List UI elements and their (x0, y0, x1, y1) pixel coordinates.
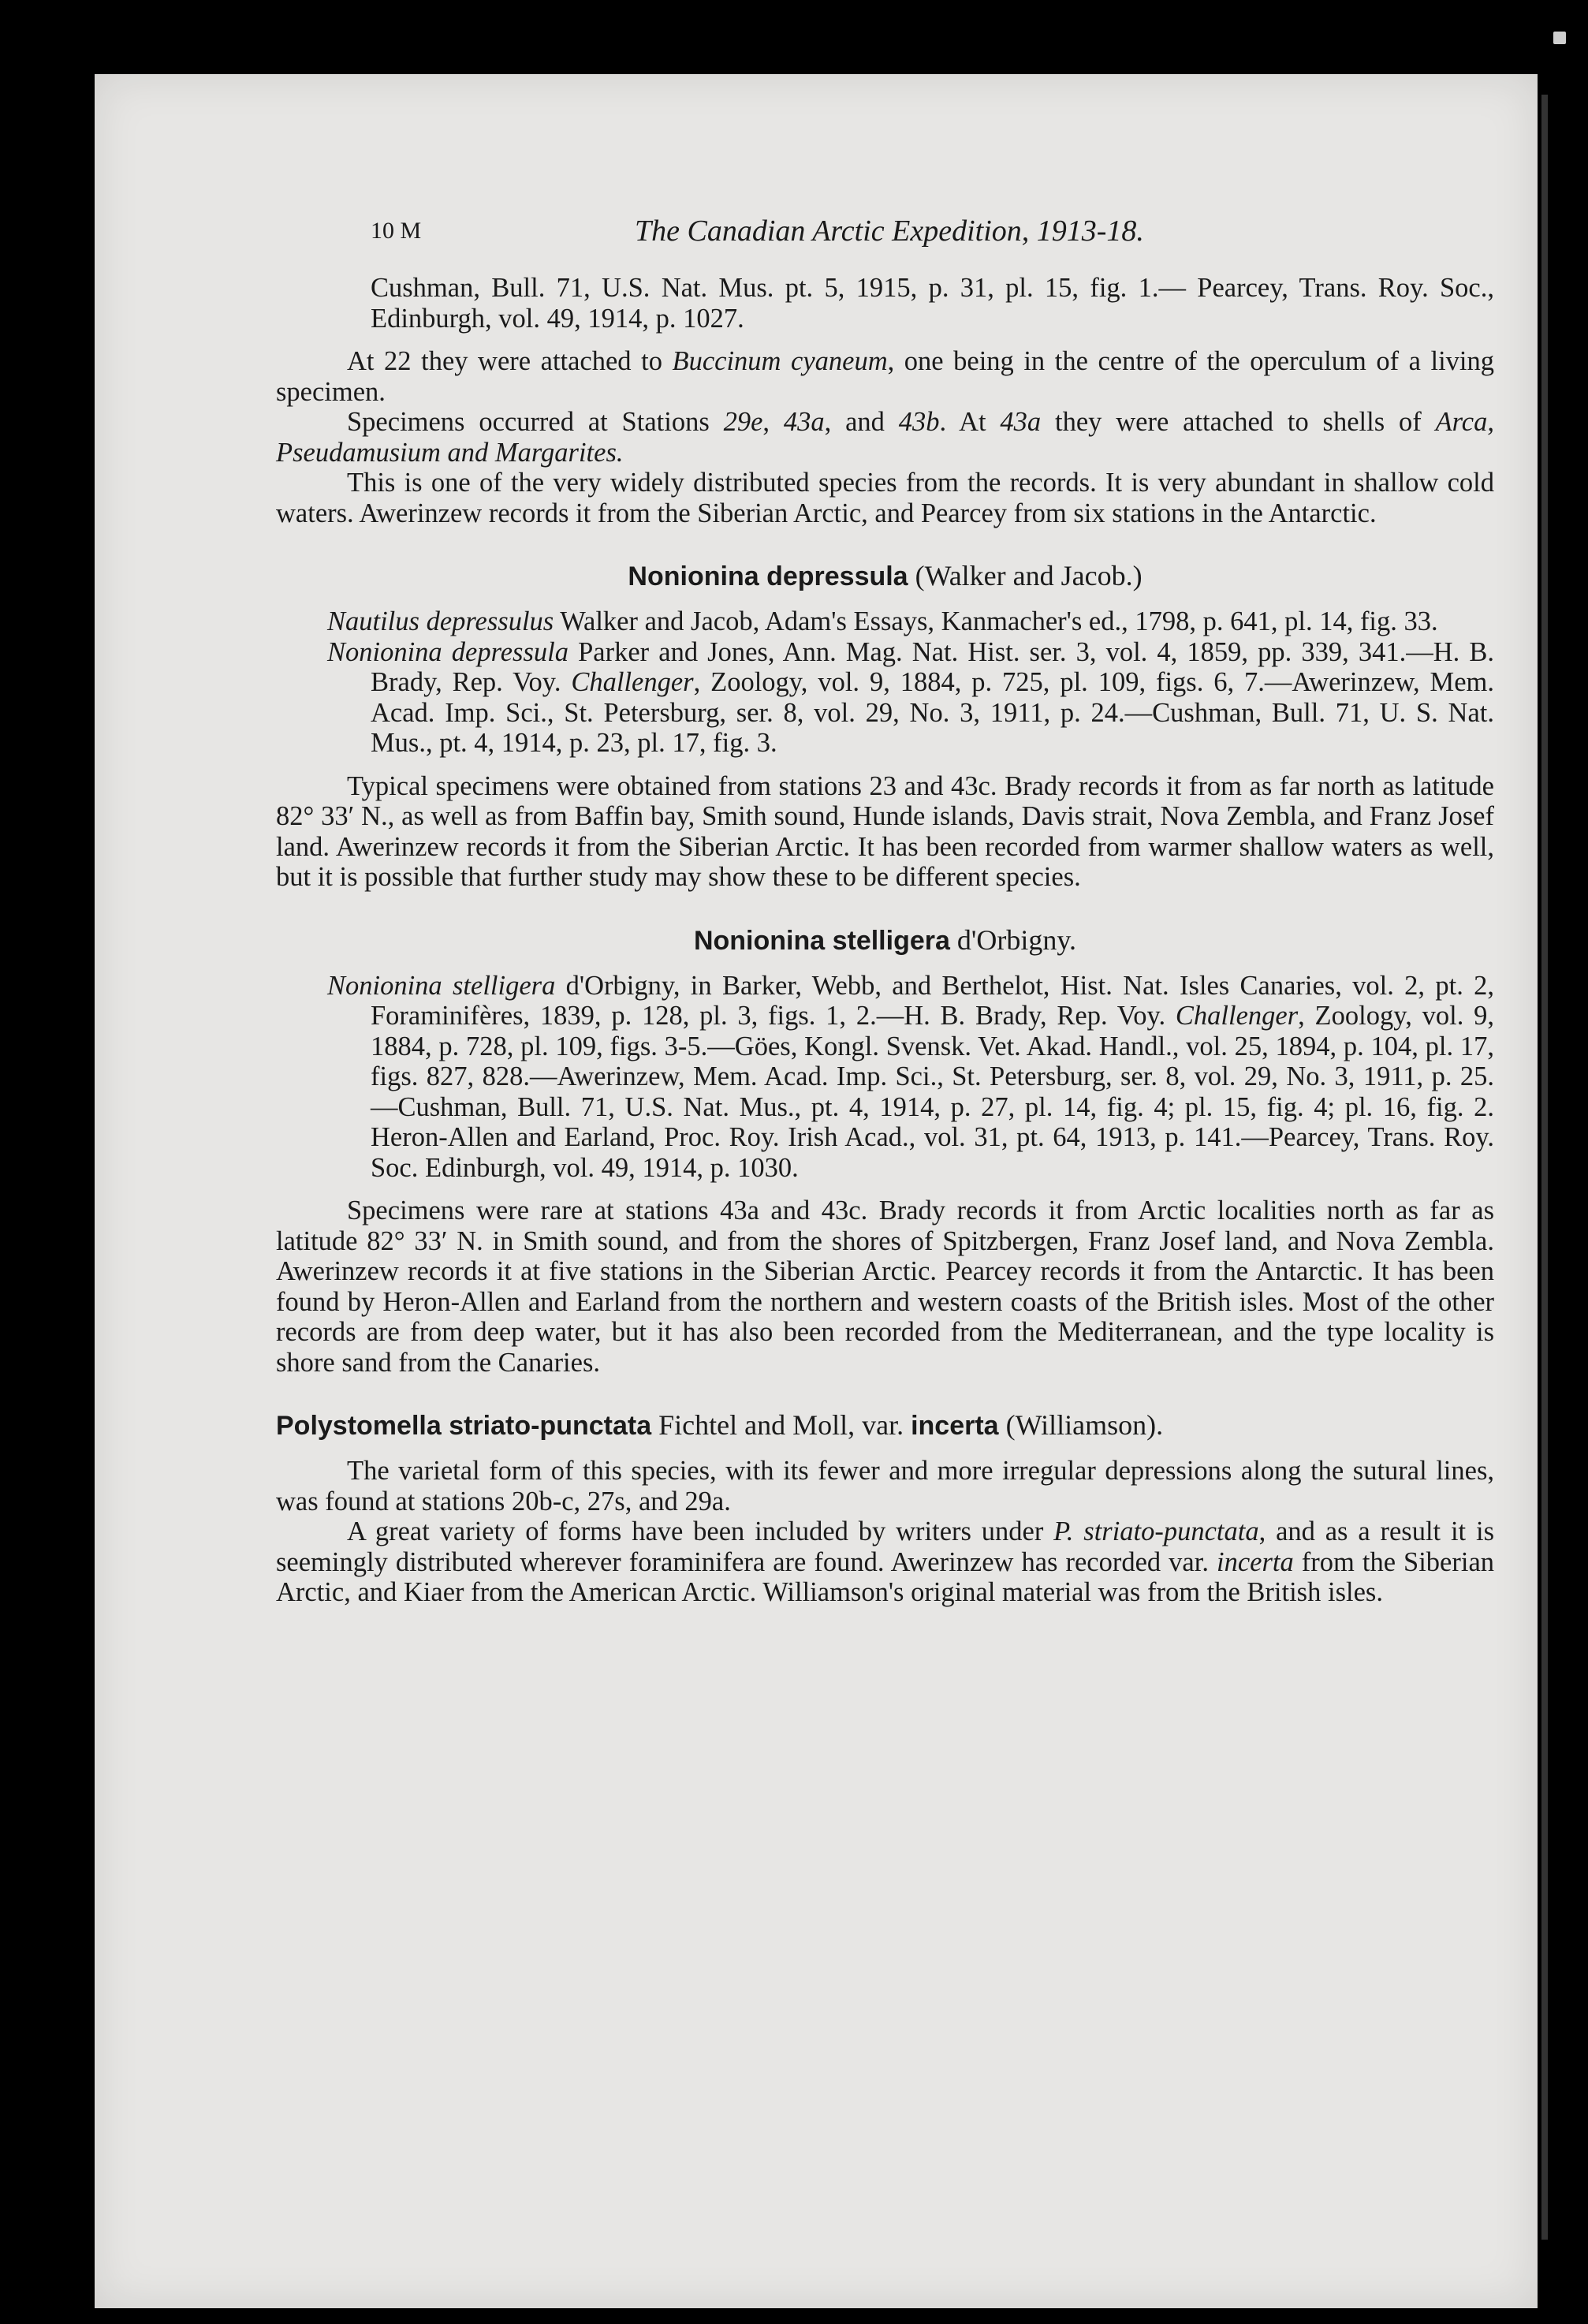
species-heading: Nonionina depressula (Walker and Jacob.) (628, 560, 1143, 591)
species-heading: Nonionina stelligera d'Orbigny. (693, 923, 1077, 956)
reference-entry: Nonionina stelligera d'Orbigny, in Barker, Webb, and Berthelot, Hist. Nat. Isles Canaries, vol. 2, pt. 2, Foraminifères, 1839, p. 128, pl. 3, figs. 1, 2.—H. B. Brady, Rep. Voy. Challenger, Zoology, vol. 9, 1884, p. 728, pl. 109, figs. 3-5.—Göes, Kongl. Svensk. Vet. Akad. Handl., vol. 25, 1894, p. 104, pl. 17, figs. 827, 828.—Awerinzew, Mem. Acad. Imp. Sci., St. Petersburg, ser. 8, vol. 29, No. 3, 1911, p. 25.—Cushman, Bull. 71, U.S. Nat. Mus., pt. 4, 1914, p. 27, pl. 14, fig. 4; pl. 15, fig. 4; pl. 16, fig. 2. Heron-Allen and Earland, Proc. Roy. Irish Acad., vol. 31, pt. 64, 1913, p. 141.—Pearcey, Trans. Roy. Soc. Edinburgh, vol. 49, 1914, p. 1030. (327, 970, 1495, 1183)
running-title: The Canadian Arctic Expedition, 1913-18. (635, 214, 1144, 248)
paragraph: A great variety of forms have been included by writers under P. striato-punctata, and as a result it is seemingly distributed wherever foraminifera are found. Awerinzew has recorded var. incerta from the Siberian Arctic, and Kiaer from the American Arctic. Williamson's original material was from the British isles. (276, 1516, 1495, 1607)
taxon-name: Buccinum cyaneum (672, 346, 888, 376)
running-header (276, 216, 1494, 263)
scanned-page (95, 74, 1538, 2308)
reference-entry: Nonionina depressula Parker and Jones, Ann. Mag. Nat. Hist. ser. 3, vol. 4, 1859, pp. 339, 341.—H. B. Brady, Rep. Voy. Challenger, Zoology, vol. 9, 1884, p. 725, pl. 109, figs. 6, 7.—Awerinzew, Mem. Acad. Imp. Sci., St. Petersburg, ser. 8, vol. 29, No. 3, 1911, p. 24.—Cushman, Bull. 71, U. S. Nat. Mus., pt. 4, 1914, p. 23, pl. 17, fig. 3. (327, 636, 1495, 758)
species-heading: Polystomella striato-punctata Fichtel and Moll, var. incerta (Williamson). (276, 1409, 1164, 1441)
paragraph: Specimens occurred at Stations 29e, 43a, and 43b. At 43a they were attached to shells of Arca, Pseudamusium and Margarites. (276, 407, 1494, 468)
page-content (276, 216, 1494, 1608)
paragraph: This is one of the very widely distributed species from the records. It is very abundant in shallow cold waters. Awerinzew records it from the Siberian Arctic, and Pearcey from six stations in the Antarctic. (276, 468, 1494, 528)
reference-entry: Nautilus depressulus Walker and Jacob, Adam's Essays, Kanmacher's ed., 1798, p. 641, pl. 14, fig. 33. (327, 606, 1438, 636)
page-number: 10 M (371, 218, 422, 244)
taxon-name: Arca, Pseudamusium and Margarites. (276, 407, 1494, 468)
page-edge-shadow (1541, 95, 1548, 2240)
scan-artifact (1553, 32, 1566, 44)
paragraph: Typical specimens were obtained from stations 23 and 43c. Brady records it from as far north as latitude 82° 33′ N., as well as from Baffin bay, Smith sound, Hunde islands, Davis strait, Nova Zembla, and Franz Josef land. Awerinzew records it from the Siberian Arctic. It has been recorded from warmer shallow waters as well, but it is possible that further study may show these to be different species. (276, 770, 1494, 892)
reference-continuation: Cushman, Bull. 71, U.S. Nat. Mus. pt. 5, 1915, p. 31, pl. 15, fig. 1.— Pearcey, Trans. Roy. Soc., Edinburgh, vol. 49, 1914, p. 1027. (371, 273, 1494, 334)
paragraph: Specimens were rare at stations 43a and 43c. Brady records it from Arctic localities north as far as latitude 82° 33′ N. in Smith sound, and from the shores of Spitzbergen, Franz Josef land, and Nova Zembla. Awerinzew records it at five stations in the Siberian Arctic. Pearcey records it from the Antarctic. It has been found by Heron-Allen and Earland from the northern and western coasts of the British isles. Most of the other records are from deep water, but it has also been recorded from the Mediterranean, and the type locality is shore sand from the Canaries. (276, 1196, 1494, 1378)
paragraph: The varietal form of this species, with its fewer and more irregular depressions along the sutural lines, was found at stations 20b-c, 27s, and 29a. (276, 1456, 1494, 1516)
paragraph: At 22 they were attached to Buccinum cyaneum, one being in the centre of the operculum of a living specimen. (276, 346, 1494, 407)
